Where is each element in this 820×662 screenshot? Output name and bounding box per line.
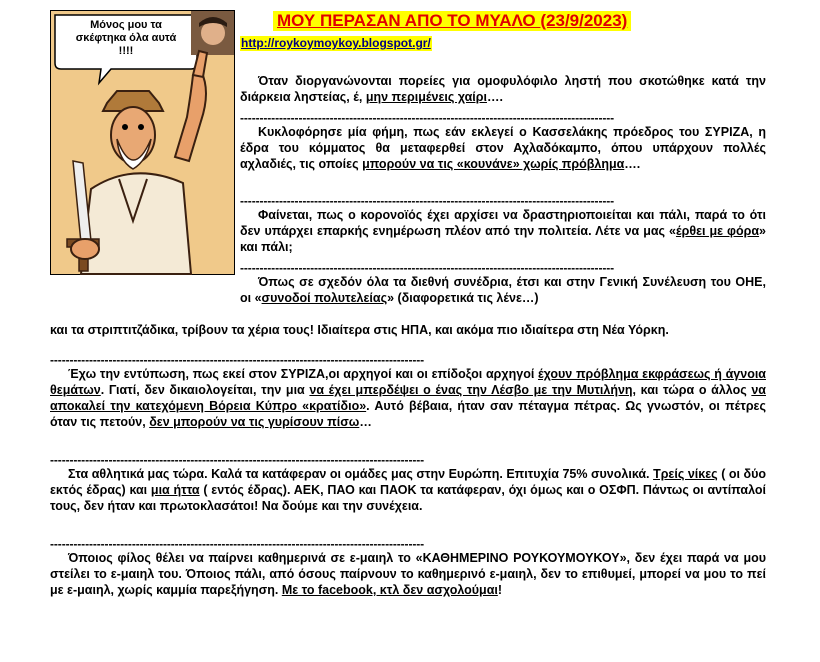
p3-underlined: έρθει με φόρα <box>675 224 760 238</box>
p6-text-b: ( οι δύο εκτός έδρας) και <box>50 467 767 497</box>
p5-text-b: . Γιατί, δεν δικαιολογείται, την μια <box>100 383 310 397</box>
p5-text-e: … <box>359 415 372 429</box>
p7-underlined: Με το facebook, κτλ δεν ασχολούμαι <box>281 583 498 597</box>
separator: ------------------------------------------------------------------------------------------------ <box>240 111 615 125</box>
p4-text: Όπως σε σχεδόν όλα τα διεθνή συνέδρια, έτσι και στην Γενική Συνέλευση του ΟΗΕ, οι « <box>240 275 766 305</box>
p2-text: Κυκλοφόρησε μία φήμη, πως εάν εκλεγεί ο Κασσελάκης πρόεδρος του ΣΥΡΙΖΑ, η έδρα του κόμματος θα μεταφερθεί στον Αχλαδόκαμπο, όπου υπάρχουν πολλές αχλαδιές, τις οποίες <box>240 125 766 171</box>
p6-text-c: ( εντός έδρας). ΑΕΚ, ΠΑΟ και ΠΑΟΚ τα κατάφεραν, όχι όμως και ο ΟΣΦΠ. Πάντως οι αντίπαλοί τους, δεν ήταν και πρωτοκλασάτοι! Να δούμε και την συνέχεια. <box>50 483 766 513</box>
separator: ------------------------------------------------------------------------------------------------ <box>240 194 615 208</box>
p2-underlined: μπορούν να τις «κουνάνε» χωρίς πρόβλημα <box>362 157 625 171</box>
p3-end: » και πάλι; <box>240 224 766 254</box>
paragraph-1 <box>240 73 766 105</box>
p5-underlined-4: δεν μπορούν να τις γυρίσουν πίσω <box>149 415 360 429</box>
p5-text-a: Έχω την εντύπωση, πως εκεί στον ΣΥΡΙΖΑ,οι αρχηγοί και οι επίδοξοι αρχηγοί <box>68 367 539 381</box>
paragraph-7 <box>50 550 766 598</box>
paragraph-2 <box>240 124 766 172</box>
speech-bubble-text: Μόνος μου τα σκέφτηκα όλα αυτά !!!! <box>75 19 177 57</box>
p6-underlined-2: μια ήττα <box>150 483 200 497</box>
p1-underlined: μην περιμένεις χαίρι <box>365 90 487 104</box>
p5-underlined-3: να αποκαλεί την κατεχόμενη Βόρεια Κύπρο «κρατίδιο» <box>50 383 766 413</box>
p5-text-c: , και τώρα ο άλλος <box>632 383 752 397</box>
p3-text: Φαίνεται, πως ο κορονοϊός έχει αρχίσει να δραστηριοποιείται και πάλι, παρά το ότι δεν υπάρχει επαρκής ενημέρωση πλέον από την πολιτεία. Λέτε να μας « <box>240 208 766 238</box>
separator: ------------------------------------------------------------------------------------------------ <box>50 453 425 467</box>
page-title: ΜΟΥ ΠΕΡΑΣΑΝ ΑΠΟ ΤΟ ΜΥΑΛΟ (23/9/2023) <box>273 11 631 31</box>
p4-underlined: συνοδοί πολυτελείας <box>261 291 388 305</box>
p2-end: …. <box>624 157 641 171</box>
p5-text-d: . Αυτό βέβαια, ήταν σαν πέταγμα πέτρας. Ως γνωστόν, οι πέτρες όταν τις πετούν, <box>50 399 766 429</box>
p6-text-a: Στα αθλητικά μας τώρα. Καλά τα κατάφεραν οι ομάδες μας στην Ευρώπη. Επιτυχία 75% συνολικά. <box>68 467 654 481</box>
p6-underlined-1: Τρείς νίκες <box>653 467 718 481</box>
p7-end: ! <box>497 583 503 597</box>
blog-link[interactable]: http://roykoymoykoy.blogspot.gr/ <box>241 36 431 50</box>
separator: ------------------------------------------------------------------------------------------------ <box>50 537 425 551</box>
paragraph-3 <box>240 207 766 255</box>
paragraph-6 <box>50 466 766 514</box>
p1-text: Όταν διοργανώνονται πορείες για ομοφυλόφιλο ληστή που σκοτώθηκε κατά την διάρκεια ληστείας, έ, <box>240 74 766 104</box>
separator: ------------------------------------------------------------------------------------------------ <box>50 353 425 367</box>
p5-underlined-1: έχουν πρόβλημα εκφράσεως ή άγνοια θεμάτων <box>50 367 766 397</box>
separator: ------------------------------------------------------------------------------------------------ <box>240 261 615 275</box>
paragraph-4-top <box>240 274 766 306</box>
paragraph-5 <box>50 366 766 430</box>
paragraph-4-rest: και τα στριπτιτζάδικα, τρίβουν τα χέρια τους! Ιδιαίτερα στις ΗΠΑ, και ακόμα πιο ιδιαίτερα στη Νέα Υόρκη. <box>50 323 669 337</box>
p1-end: …. <box>487 90 503 104</box>
p7-text: Όποιος φίλος θέλει να παίρνει καθημερινά σε ε-μαιηλ το «ΚΑΘΗΜΕΡΙΝΟ ΡΟΥΚΟΥΜΟΥΚΟΥ», δεν έχει παρά να μου στείλει το ε-μαιηλ του. Όποιος πάλι, από όσους παίρνουν το καθημερινό ε-μαιηλ, δεν το επιθυμεί, μπορεί να μου το πεί με ε-μαιηλ, χωρίς καμμία παρεξήγηση. <box>50 551 766 597</box>
p5-underlined-2: να έχει μπερδέψει ο ένας την Λέσβο με την Μυτιλήνη <box>309 383 633 397</box>
cartoon-illustration <box>50 10 235 275</box>
p4-end: » (διαφορετικά τις λένε…) <box>387 291 539 305</box>
